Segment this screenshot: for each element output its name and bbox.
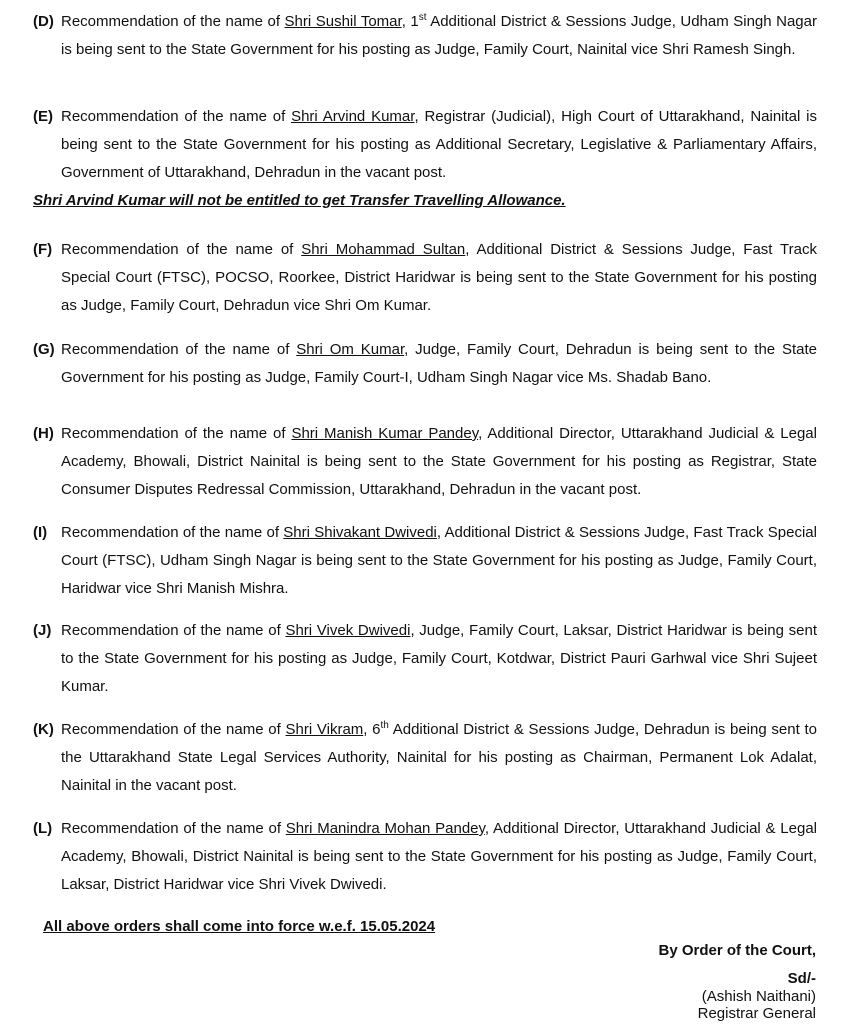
item-intro: Recommendation of the name of <box>61 524 284 541</box>
item-text: , Additional District & Sessions Judge, Fast Track Special Court (FTSC), Udham Singh Nagar is being sent to the State Government for his posting as Judge, Family Court, Haridwar vice Shri Manish Mishra. <box>61 524 817 597</box>
item-marker: (J) <box>33 622 52 639</box>
item-text: , Additional District & Sessions Judge, Fast Track Special Court (FTSC), POCSO, Roorkee, District Haridwar is being sent to the State Government for his posting as Judge, Family Court, Dehradun vice Shri Om Kumar. <box>61 241 817 314</box>
item-marker: (D) <box>33 13 54 30</box>
item-paragraph <box>33 519 817 603</box>
item-paragraph <box>33 420 817 504</box>
recommendation-item-h <box>33 420 817 504</box>
item-mid: , 6 <box>363 721 381 738</box>
officer-name: Shri Arvind Kumar <box>291 108 415 125</box>
officer-name: Shri Vikram <box>285 721 364 738</box>
item-text: , Judge, Family Court, Laksar, District Haridwar is being sent to the State Government for his posting as Judge, Family Court, Kotdwar, District Pauri Garhwal vice Shri Sujeet Kumar. <box>61 622 817 695</box>
recommendation-item-f <box>33 236 817 320</box>
item-paragraph <box>33 815 817 899</box>
item-intro: Recommendation of the name of <box>61 241 302 258</box>
officer-name: Shri Manindra Mohan Pandey <box>285 820 485 837</box>
officer-name: Shri Shivakant Dwivedi <box>283 524 437 541</box>
allowance-note: Shri Arvind Kumar will not be entitled to get Transfer Travelling Allowance. <box>33 192 566 209</box>
item-paragraph <box>33 236 817 320</box>
item-marker: (I) <box>33 524 48 541</box>
officer-name: Shri Sushil Tomar <box>284 13 402 30</box>
recommendation-item-k <box>33 716 817 800</box>
item-intro: Recommendation of the name of <box>61 820 286 837</box>
recommendation-item-l <box>33 815 817 899</box>
item-text: , Registrar (Judicial), High Court of Uttarakhand, Nainital is being sent to the State Government for his posting as Additional Secretary, Legislative & Parliamentary Affairs, Government of Uttarakhand, Dehradun in the vacant post. <box>61 108 818 181</box>
item-marker: (G) <box>33 341 55 358</box>
recommendation-item-e <box>33 103 817 215</box>
item-intro: Recommendation of the name of <box>61 108 292 125</box>
item-intro: Recommendation of the name of <box>61 425 292 442</box>
effective-date-note: All above orders shall come into force w.e.f. 15.05.2024 <box>43 918 436 935</box>
item-text: Additional District & Sessions Judge, Dehradun is being sent to the Uttarakhand State Legal Services Authority, Nainital for his posting as Chairman, Permanent Lok Adalat, Nainital in the vacant post. <box>61 721 817 794</box>
recommendation-item-i <box>33 519 817 603</box>
by-order-line: By Order of the Court, <box>658 942 816 959</box>
item-text: , Additional Director, Uttarakhand Judicial & Legal Academy, Bhowali, District Nainital is being sent to the State Government for his posting as Judge, Family Court, Laksar, District Haridwar vice Shri Vivek Dwivedi. <box>61 820 817 893</box>
item-intro: Recommendation of the name of <box>61 721 286 738</box>
item-text: , Judge, Family Court, Dehradun is being sent to the State Government for his posting as Judge, Family Court-I, Udham Singh Nagar vice Ms. Shadab Bano. <box>61 341 818 386</box>
ordinal-suffix: st <box>418 12 427 23</box>
item-marker: (L) <box>33 820 53 837</box>
item-text: Additional District & Sessions Judge, Udham Singh Nagar is being sent to the State Government for his posting as Judge, Family Court, Nainital vice Shri Ramesh Singh. <box>61 13 817 58</box>
officer-name: Shri Manish Kumar Pandey <box>291 425 479 442</box>
recommendation-item-d <box>33 8 817 64</box>
item-paragraph <box>33 617 817 701</box>
item-text: , Additional Director, Uttarakhand Judicial & Legal Academy, Bhowali, District Nainital is being sent to the State Government for his posting as Registrar, State Consumer Disputes Redressal Commission, Uttarakhand, Dehradun in the vacant post. <box>61 425 817 498</box>
item-intro: Recommendation of the name of <box>61 13 285 30</box>
ordinal-suffix: th <box>380 720 389 731</box>
item-paragraph <box>33 8 817 64</box>
signature-mark: Sd/- <box>787 970 816 987</box>
item-intro: Recommendation of the name of <box>61 622 286 639</box>
item-intro: Recommendation of the name of <box>61 341 297 358</box>
recommendation-item-j <box>33 617 817 701</box>
officer-name: Shri Om Kumar <box>296 341 405 358</box>
item-marker: (F) <box>33 241 53 258</box>
officer-name: Shri Vivek Dwivedi <box>285 622 411 639</box>
officer-name: Shri Mohammad Sultan <box>301 241 466 258</box>
item-marker: (H) <box>33 425 54 442</box>
item-paragraph <box>33 716 817 800</box>
item-marker: (E) <box>33 108 53 125</box>
item-mid: , 1 <box>401 13 419 30</box>
item-paragraph <box>33 336 817 392</box>
signatory-designation: Registrar General <box>697 1005 816 1022</box>
signatory-name: (Ashish Naithani) <box>701 988 816 1005</box>
item-marker: (K) <box>33 721 54 738</box>
recommendation-item-g <box>33 336 817 392</box>
item-paragraph <box>33 103 817 187</box>
